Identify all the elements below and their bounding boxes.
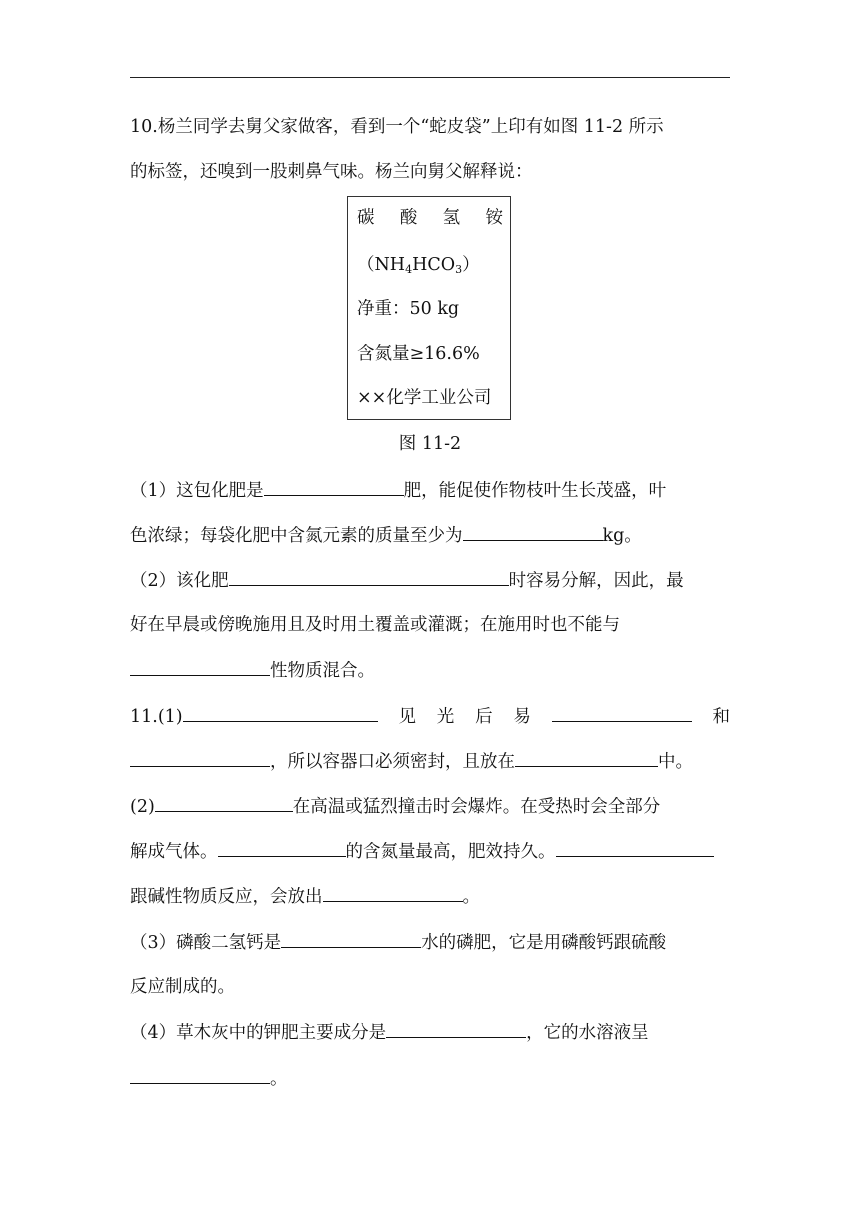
answer-blank[interactable] [130,658,270,676]
text-segment: (2) [130,797,155,817]
label-product-name [357,206,503,230]
text-segment: 肥，能促使作物枝叶生长茂盛，叶 [403,481,667,501]
text-segment: （2）该化肥 [130,571,229,591]
answer-blank[interactable] [323,884,463,902]
text-segment: kg。 [602,526,642,546]
text-segment: （4）草木灰中的钾肥主要成分是 [130,1023,387,1043]
answer-blank[interactable] [552,704,692,722]
q11-line-5 [130,884,730,909]
q11-line-2 [130,749,730,774]
q11-line-9 [130,1066,730,1091]
text-segment: 。 [462,887,480,907]
formula-subscript: 4 [405,263,413,276]
label-formula [357,253,480,277]
label-name-char: 碳 [357,208,375,228]
answer-blank[interactable] [264,478,404,496]
header-rule [130,77,730,78]
q10-line-1: 10.杨兰同学去舅父家做客，看到一个“蛇皮袋”上印有如图 11-2 所示 [130,117,664,137]
formula-part: （NH [357,255,406,275]
q11-line-4 [130,839,730,864]
formula-part: HCO [412,255,456,275]
fertilizer-label [347,196,511,420]
label-name-char: 酸 [399,208,418,228]
q11-line-1 [130,704,730,729]
q11-number-group [130,704,378,729]
p1-line-2 [130,523,730,548]
q11-line-6 [130,930,730,955]
formula-part: ） [462,255,480,275]
answer-blank[interactable] [183,704,378,722]
text-char: 易 [513,707,531,727]
text-segment: （1）这包化肥是 [130,481,264,501]
answer-blank[interactable] [515,749,658,767]
label-name-char: 氢 [442,208,461,228]
text-segment: 在高温或猛烈撞击时会爆炸。在受热时会全部分 [292,797,661,817]
label-nitrogen-content: 含氮量≥16.6% [357,344,480,364]
q10-line-2: 的标签，还嗅到一股刺鼻气味。杨兰向舅父解释说： [130,162,533,182]
q11-line-3 [130,794,730,819]
text-segment: 的含氮量最高，肥效持久。 [345,842,556,862]
label-name-char: 铵 [485,208,503,228]
answer-blank[interactable] [130,1066,270,1084]
text-segment: 中。 [658,752,693,772]
text-segment: ，所以容器口必须密封，且放在 [270,752,515,772]
text-segment: 解成气体。 [130,842,218,862]
text-char: 后 [475,707,493,727]
answer-blank[interactable] [556,839,714,857]
q11-line-8 [130,1020,730,1045]
label-net-weight: 净重：50 kg [357,299,460,319]
figure-caption: 图 11-2 [398,434,462,454]
p1-line-1 [130,478,730,503]
text-segment: 11.(1) [130,707,183,727]
answer-blank[interactable] [463,523,603,541]
text-segment: （3）磷酸二氢钙是 [130,933,282,953]
answer-blank[interactable] [229,568,509,586]
answer-blank[interactable] [281,930,421,948]
text-segment: 性物质混合。 [270,661,375,681]
answer-blank[interactable] [386,1020,526,1038]
text-segment: 时容易分解，因此，最 [508,571,684,591]
text-segment: 色浓绿；每袋化肥中含氮元素的质量至少为 [130,526,463,546]
p2-line-2: 好在早晨或傍晚施用且及时用土覆盖或灌溉；在施用时也不能与 [130,615,620,635]
q11-line-7: 反应制成的。 [130,977,235,997]
text-char: 见 [398,707,416,727]
label-company: ××化学工业公司 [357,388,492,408]
answer-blank[interactable] [218,839,346,857]
answer-blank[interactable] [155,794,293,812]
p2-line-3 [130,658,730,683]
text-char: 光 [436,707,455,727]
answer-blank[interactable] [130,749,270,767]
formula-subscript: 3 [455,263,463,276]
text-segment: 水的磷肥，它是用磷酸钙跟硫酸 [421,933,667,953]
p2-line-1 [130,568,730,593]
text-segment: 和 [712,707,730,727]
text-segment: ，它的水溶液呈 [526,1023,649,1043]
text-segment: 跟碱性物质反应，会放出 [130,887,323,907]
text-segment: 。 [270,1069,288,1089]
